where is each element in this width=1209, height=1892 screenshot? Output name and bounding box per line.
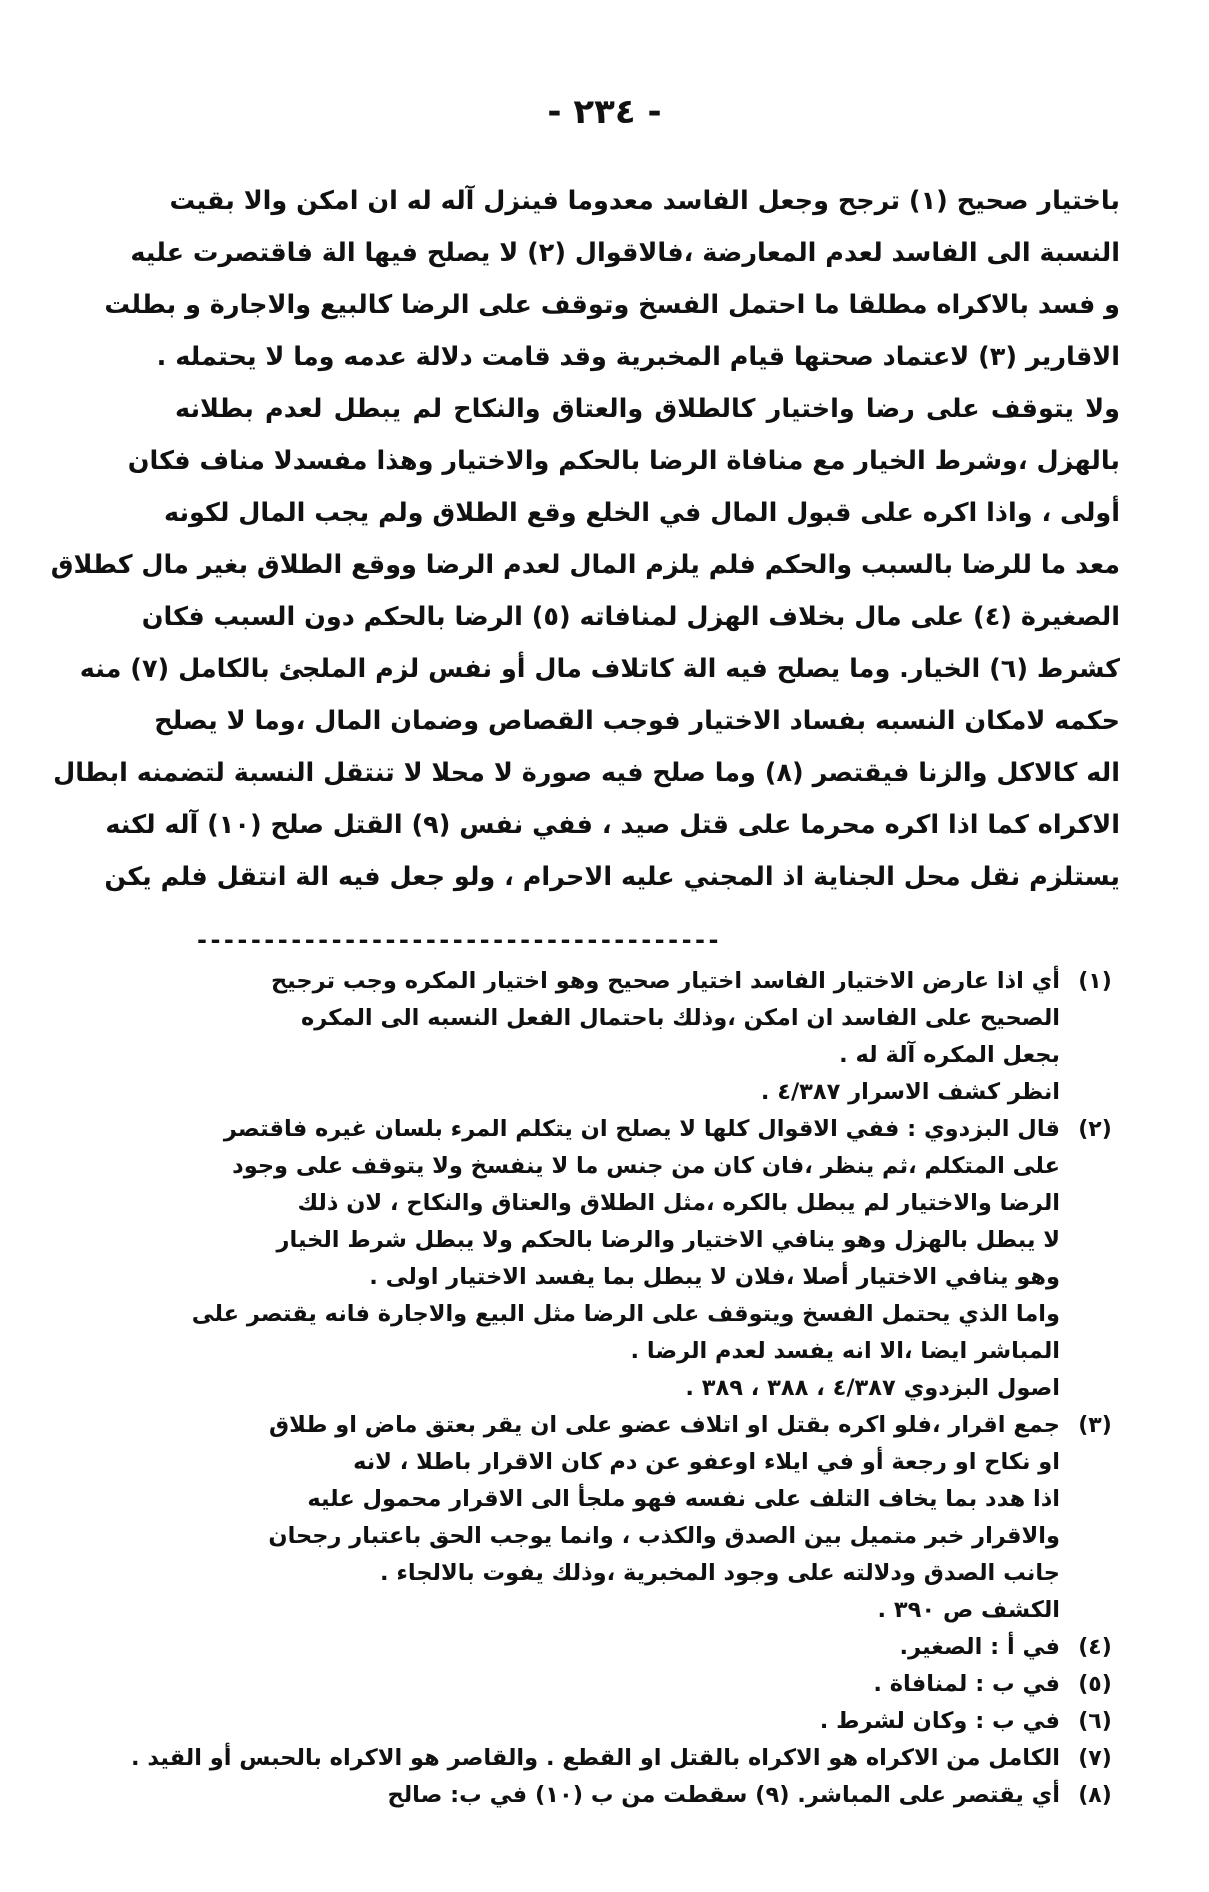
text-line: الصغيرة (٤) على مال بخلاف الهزل لمنافاته (٥) الرضا بالحكم دون السبب فكان bbox=[141, 602, 1120, 632]
footnote-body bbox=[70, 1740, 1060, 1777]
footnote-number: (٤) bbox=[1078, 1635, 1112, 1660]
text-line: و فسد بالاكراه مطلقا ما احتمل الفسخ وتوقف على الرضا كالبيع والاجارة و بطلت bbox=[104, 290, 1120, 320]
text-line: باختيار صحيح (١) ترجح وجعل الفاسد معدوما فينزل آله له ان امكن والا بقيت bbox=[169, 186, 1120, 216]
footnote-number: (٨) bbox=[1078, 1783, 1112, 1808]
text-line: حكمه لامكان النسبه بفساد الاختيار فوجب القصاص وضمان المال ،وما لا يصلح bbox=[154, 706, 1120, 736]
footnote-line: وهو ينافي الاختيار أصلا ،فلان لا يبطل بما يفسد الاختيار اولى . bbox=[369, 1264, 1060, 1290]
footnote-line: الكامل من الاكراه هو الاكراه بالقتل او القطع . والقاصر هو الاكراه بالحبس أو القيد . bbox=[131, 1745, 1060, 1771]
footnote-line: انظر كشف الاسرار ٤/٣٨٧ . bbox=[760, 1079, 1060, 1105]
page-number: - ٢٣٤ - bbox=[547, 92, 662, 132]
footnote-8 bbox=[70, 1777, 1130, 1814]
text-line: أولى ، واذا اكره على قبول المال في الخلع وقع الطلاق ولم يجب المال لكونه bbox=[163, 498, 1120, 528]
footnote-number: (٥) bbox=[1078, 1672, 1112, 1697]
footnote-2 bbox=[70, 1111, 1130, 1407]
text-line: النسبة الى الفاسد لعدم المعارضة ،فالاقوال (٢) لا يصلح فيها الة فاقتصرت عليه bbox=[130, 238, 1120, 268]
main-text bbox=[50, 175, 1120, 903]
footnote-line: في أ : الصغير. bbox=[899, 1634, 1060, 1660]
footnote-line: والاقرار خبر متميل بين الصدق والكذب ، وانما يوجب الحق باعتبار رجحان bbox=[268, 1523, 1060, 1549]
footnote-line: أي يقتصر على المباشر. (٩) سقطت من ب (١٠) في ب: صالح bbox=[387, 1782, 1060, 1808]
footnote-5 bbox=[70, 1666, 1130, 1703]
footnote-line: اذا هدد بما يخاف التلف على نفسه فهو ملجأ الى الاقرار محمول عليه bbox=[307, 1486, 1060, 1512]
footnote-body bbox=[70, 1629, 1060, 1666]
footnote-line: قال البزدوي : ففي الاقوال كلها لا يصلح ان يتكلم المرء بلسان غيره فاقتصر bbox=[223, 1116, 1060, 1142]
footnote-number: (١) bbox=[1078, 969, 1112, 994]
footnote-body bbox=[70, 1666, 1060, 1703]
footnote-line: جانب الصدق ودلالته على وجود المخبرية ،وذلك يفوت بالالجاء . bbox=[380, 1560, 1060, 1586]
footnote-number: (٦) bbox=[1078, 1709, 1112, 1734]
text-line: اله كالاكل والزنا فيقتصر (٨) وما صلح فيه صورة لا محلا لا تنتقل النسبة لتضمنه ابطال bbox=[53, 758, 1120, 788]
footnote-4 bbox=[70, 1629, 1130, 1666]
footnote-line: واما الذي يحتمل الفسخ ويتوقف على الرضا مثل البيع والاجارة فانه يقتصر على bbox=[191, 1301, 1060, 1327]
text-line: كشرط (٦) الخيار. وما يصلح فيه الة كاتلاف مال أو نفس لزم الملجئ بالكامل (٧) منه bbox=[79, 654, 1120, 684]
footnote-6 bbox=[70, 1703, 1130, 1740]
footnote-body bbox=[70, 1407, 1060, 1629]
text-line: يستلزم نقل محل الجناية اذ المجني عليه الاحرام ، ولو جعل فيه الة انتقل فلم يكن bbox=[104, 862, 1120, 892]
footnote-line: على المتكلم ،ثم ينظر ،فان كان من جنس ما لا ينفسخ ولا يتوقف على وجود bbox=[232, 1153, 1060, 1179]
footnote-line: جمع اقرار ،فلو اكره بقتل او اتلاف عضو على ان يقر بعتق ماض او طلاق bbox=[269, 1412, 1060, 1438]
footnote-7 bbox=[70, 1740, 1130, 1777]
text-line: معد ما للرضا بالسبب والحكم فلم يلزم المال لعدم الرضا ووقع الطلاق بغير مال كطلاق bbox=[50, 550, 1120, 580]
footnote-line: لا يبطل بالهزل وهو ينافي الاختيار والرضا بالحكم ولا يبطل شرط الخيار bbox=[276, 1227, 1060, 1253]
footnote-separator: --------------------------------------- bbox=[197, 926, 722, 954]
text-line: بالهزل ،وشرط الخيار مع منافاة الرضا بالحكم والاختيار وهذا مفسدلا مناف فكان bbox=[127, 446, 1120, 476]
footnote-line: الكشف ص ٣٩٠ . bbox=[877, 1597, 1060, 1623]
footnote-line: بجعل المكره آلة له . bbox=[839, 1042, 1060, 1068]
footnote-line: أي اذا عارض الاختيار الفاسد اختيار صحيح وهو اختيار المكره وجب ترجيح bbox=[270, 968, 1060, 994]
footnote-line: في ب : لمنافاة . bbox=[873, 1671, 1060, 1697]
text-line: الاقارير (٣) لاعتماد صحتها قيام المخبرية وقد قامت دلالة عدمه وما لا يحتمله . bbox=[156, 342, 1120, 372]
footnote-number: (٧) bbox=[1078, 1746, 1112, 1771]
footnotes bbox=[70, 963, 1130, 1814]
footnote-line: الرضا والاختيار لم يبطل بالكره ،مثل الطلاق والعتاق والنكاح ، لان ذلك bbox=[297, 1190, 1060, 1216]
text-line: ولا يتوقف على رضا واختيار كالطلاق والعتاق والنكاح لم يبطل لعدم بطلانه bbox=[175, 394, 1120, 424]
footnote-number: (٢) bbox=[1078, 1117, 1112, 1142]
footnote-body bbox=[70, 1111, 1060, 1407]
footnote-3 bbox=[70, 1407, 1130, 1629]
footnote-line: الصحيح على الفاسد ان امكن ،وذلك باحتمال الفعل النسبه الى المكره bbox=[301, 1005, 1060, 1031]
footnote-1 bbox=[70, 963, 1130, 1111]
footnote-line: المباشر ايضا ،الا انه يفسد لعدم الرضا . bbox=[630, 1338, 1060, 1364]
text-line: الاكراه كما اذا اكره محرما على قتل صيد ، ففي نفس (٩) القتل صلح (١٠) آله لكنه bbox=[105, 810, 1120, 840]
footnote-line: في ب : وكان لشرط . bbox=[819, 1708, 1060, 1734]
footnote-number: (٣) bbox=[1078, 1413, 1112, 1438]
footnote-body bbox=[70, 1777, 1060, 1814]
footnote-body bbox=[70, 1703, 1060, 1740]
footnote-line: اصول البزدوي ٤/٣٨٧ ، ٣٨٨ ، ٣٨٩ . bbox=[685, 1375, 1060, 1401]
footnote-body bbox=[70, 963, 1060, 1111]
footnote-line: او نكاح او رجعة أو في ايلاء اوعفو عن دم كان الاقرار باطلا ، لانه bbox=[353, 1449, 1060, 1475]
